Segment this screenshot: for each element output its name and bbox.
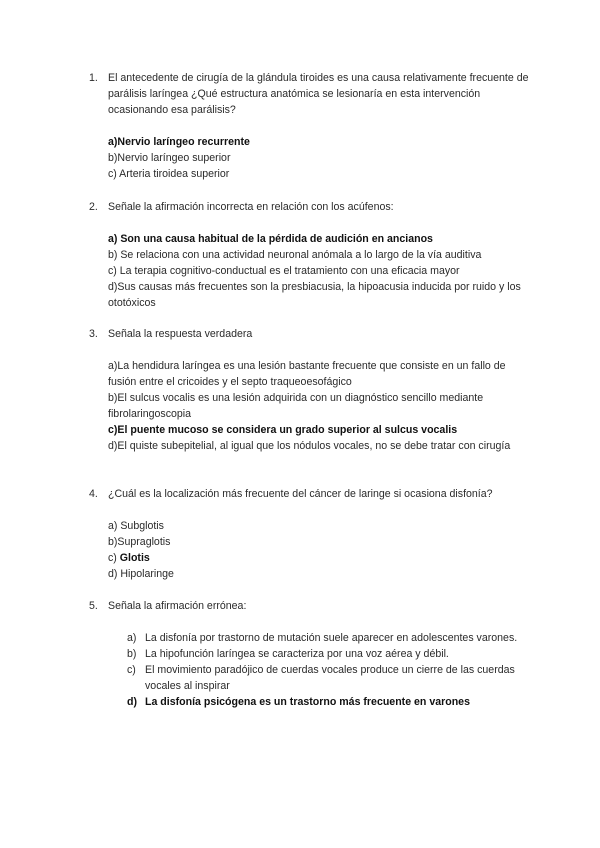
option-c-correct: c)El puente mucoso se considera un grado superior al sulcus vocalis: [108, 424, 458, 436]
options-list: [108, 358, 529, 454]
options-list: [108, 518, 529, 582]
question-2: [89, 199, 529, 311]
question-text: El antecedente de cirugía de la glándula tiroides es una causa relativamente frecuente de parálisis laríngea ¿Qué estructura anatómica se lesionaría en esta intervención ocasionando esa parálisis?: [108, 72, 529, 116]
option-c: c) La terapia cognitivo-conductual es el tratamiento con una eficacia mayor: [108, 265, 460, 277]
question-1: [89, 70, 529, 182]
option-label: d): [127, 696, 137, 708]
question-4: [89, 486, 529, 582]
question-text: Señale la afirmación incorrecta en relación con los acúfenos:: [108, 201, 394, 213]
question-5: [89, 598, 529, 710]
option-b: b) Se relaciona con una actividad neuronal anómala a lo largo de la vía auditiva: [108, 249, 482, 261]
option-label: b): [127, 648, 137, 660]
option-d-correct: [108, 694, 529, 710]
option-d: d)El quiste subepitelial, al igual que los nódulos vocales, no se debe tratar con cirugía: [108, 440, 511, 452]
options-list: [108, 231, 529, 311]
option-b: b)Supraglotis: [108, 536, 171, 548]
option-c: [108, 662, 529, 694]
option-a-correct: a) Son una causa habitual de la pérdida de audición en ancianos: [108, 233, 433, 245]
options-list: [108, 630, 529, 710]
question-text: Señala la afirmación errónea:: [108, 600, 247, 612]
option-d: d)Sus causas más frecuentes son la presbiacusia, la hipoacusia inducida por ruido y los ototóxicos: [108, 281, 521, 309]
option-text: La disfonía por trastorno de mutación suele aparecer en adolescentes varones.: [145, 632, 518, 644]
option-d: d) Hipolaringe: [108, 568, 174, 580]
option-text: La disfonía psicógena es un trastorno más frecuente en varones: [145, 696, 470, 708]
option-a: [108, 630, 529, 646]
option-label: c): [127, 664, 136, 676]
option-b: b)Nervio laríngeo superior: [108, 152, 231, 164]
option-b: [108, 646, 529, 662]
question-3: [89, 326, 529, 454]
option-text: La hipofunción laríngea se caracteriza por una voz aérea y débil.: [145, 648, 449, 660]
option-a: a) Subglotis: [108, 520, 164, 532]
option-c: c) Arteria tiroidea superior: [108, 168, 230, 180]
question-number: 5.: [89, 600, 98, 612]
question-text: Señala la respuesta verdadera: [108, 328, 253, 340]
option-c-prefix: c): [108, 552, 120, 564]
option-c-correct-text: Glotis: [119, 552, 150, 564]
question-number: 4.: [89, 488, 98, 500]
option-label: a): [127, 632, 137, 644]
question-number: 3.: [89, 328, 98, 340]
question-text: ¿Cuál es la localización más frecuente del cáncer de laringe si ocasiona disfonía?: [108, 488, 493, 500]
question-number: 2.: [89, 201, 98, 213]
option-b: b)El sulcus vocalis es una lesión adquirida con un diagnóstico sencillo mediante fibrolaringoscopia: [108, 392, 484, 420]
question-number: 1.: [89, 72, 98, 84]
options-list: [108, 134, 529, 182]
option-a: a)La hendidura laríngea es una lesión bastante frecuente que consiste en un fallo de fusión entre el cricoides y el septo traqueoesofágico: [108, 360, 506, 388]
option-c: [108, 550, 529, 566]
option-a-correct: a)Nervio laríngeo recurrente: [108, 136, 250, 148]
option-text: El movimiento paradójico de cuerdas vocales produce un cierre de las cuerdas vocales al inspirar: [145, 664, 515, 692]
